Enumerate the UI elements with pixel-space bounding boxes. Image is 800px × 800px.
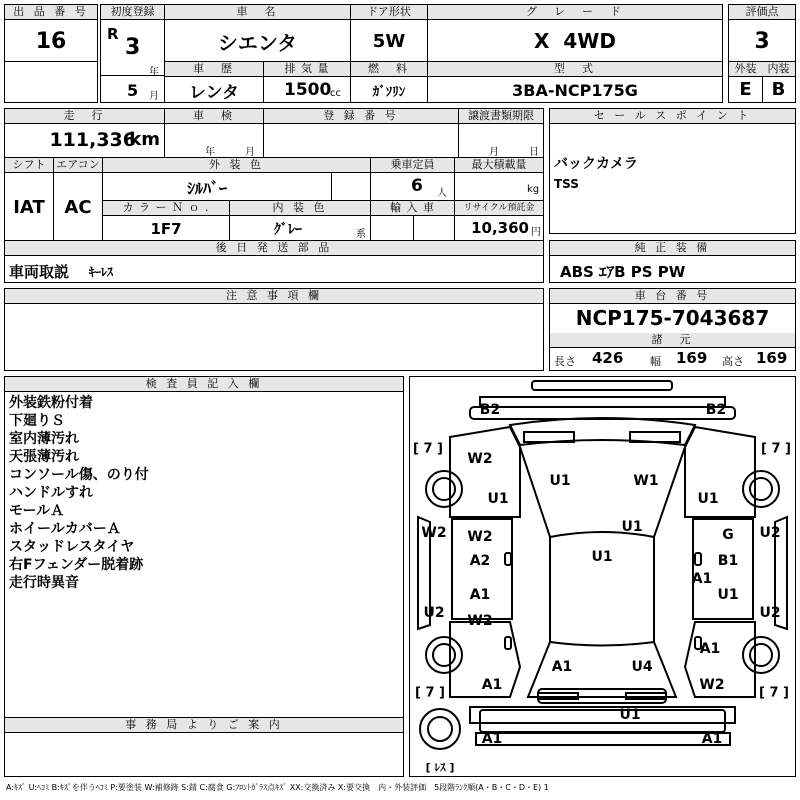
mileage: 111,336 xyxy=(49,129,136,151)
width-label: 幅 xyxy=(650,355,661,368)
color-box xyxy=(102,157,371,201)
damage-mark: U1 xyxy=(697,491,719,507)
equip-box xyxy=(549,240,796,283)
exterior-color: ｼﾙﾊﾞｰ xyxy=(187,179,228,198)
recycle-label: リサイクル預託金 xyxy=(455,201,543,216)
import-label: 輸 入 車 xyxy=(371,201,454,216)
model-box xyxy=(427,61,723,103)
damage-mark: U2 xyxy=(759,525,781,541)
chassis-box xyxy=(549,288,796,371)
inspector-note: コンソール傷、のり付 xyxy=(9,467,149,483)
aircon: AC xyxy=(64,196,92,218)
transfer-month-unit: 月 xyxy=(489,147,499,158)
transfer-day-unit: 日 xyxy=(529,147,539,158)
load-box xyxy=(454,157,544,201)
later-parts-label: 後 日 発 送 部 品 xyxy=(5,241,543,256)
int-label: 内装 xyxy=(762,62,795,77)
damage-mark: W2 xyxy=(699,677,725,693)
inspector-note: 走行時異音 xyxy=(9,575,79,591)
damage-mark: U1 xyxy=(717,587,739,603)
damage-mark: U1 xyxy=(549,473,571,489)
era: R xyxy=(107,25,119,43)
length-label: 長さ xyxy=(554,355,576,368)
inspector-note: モールＡ xyxy=(9,503,65,519)
recycle-unit: 円 xyxy=(531,227,541,238)
intcolor-box xyxy=(229,200,371,241)
divider xyxy=(101,75,164,76)
damage-mark: U1 xyxy=(591,549,613,565)
width: 169 xyxy=(676,349,708,367)
seats-unit: 人 xyxy=(437,188,447,199)
seats: 6 xyxy=(411,176,423,196)
colorno-box xyxy=(102,200,230,241)
caution-box xyxy=(4,288,544,371)
damage-mark: A1 xyxy=(701,731,723,747)
damage-mark: A1 xyxy=(481,731,503,747)
score: 3 xyxy=(754,28,770,54)
history: レンタ xyxy=(189,82,239,103)
ac-box xyxy=(53,157,103,241)
damage-mark: A1 xyxy=(551,659,573,675)
later-parts-box xyxy=(4,240,544,283)
office-label: 事 務 局 よ り ご 案 内 xyxy=(5,718,403,733)
lot-empty-box xyxy=(4,61,98,103)
damage-mark: W2 xyxy=(467,451,493,467)
ext-grade: E xyxy=(739,78,752,100)
lot-label: 出 品 番 号 xyxy=(5,5,97,20)
car-outline xyxy=(410,377,795,776)
seats-box xyxy=(370,157,455,201)
mileage-label: 走 行 xyxy=(5,109,164,124)
history-box xyxy=(164,61,264,103)
shift-box xyxy=(4,157,54,241)
inspector-note: 室内薄汚れ xyxy=(9,431,79,447)
cc-label: 排 気 量 xyxy=(264,62,350,77)
tyre-mark: [ 7 ] xyxy=(759,685,789,701)
grade-label: グ レ ー ド xyxy=(428,5,722,20)
mileage-box xyxy=(4,108,165,158)
damage-mark: U1 xyxy=(619,707,641,723)
damage-mark: A2 xyxy=(469,553,491,569)
transfer-label: 譲渡書類期限 xyxy=(459,109,543,124)
score-box xyxy=(728,4,796,62)
recycle-fee: 10,360 xyxy=(471,219,529,237)
inspection-box xyxy=(164,108,264,158)
damage-mark: W2 xyxy=(467,529,493,545)
model-label: 型 式 xyxy=(428,62,722,77)
registration-label: 初度登録 xyxy=(101,5,164,20)
grade-box xyxy=(427,4,723,62)
chassis-label: 車 台 番 号 xyxy=(550,289,795,304)
regno-box xyxy=(263,108,459,158)
tyre-mark: [ 7 ] xyxy=(413,441,443,457)
inspection-label: 車 検 xyxy=(165,109,263,124)
int-grade: B xyxy=(771,78,786,100)
car-name: シエンタ xyxy=(217,30,298,55)
history-label: 車 歴 xyxy=(165,62,263,77)
later-part-1: 車両取説 xyxy=(9,263,70,281)
damage-mark: W2 xyxy=(421,525,447,541)
inspector-label: 検 査 員 記 入 欄 xyxy=(5,377,403,392)
tyre-mark: [ 7 ] xyxy=(761,441,791,457)
inspector-note: 外装鉄粉付着 xyxy=(9,395,93,411)
reg-month: 5 xyxy=(127,81,139,100)
car-name-label: 車 名 xyxy=(165,5,350,20)
score-label: 評価点 xyxy=(729,5,795,20)
cc-box xyxy=(263,61,351,103)
intcolor-label: 内 装 色 xyxy=(230,201,370,216)
damage-mark: U2 xyxy=(423,605,445,621)
transfer-box xyxy=(458,108,544,158)
chassis-number: NCP175-7043687 xyxy=(575,306,770,330)
sales-label: セ ー ル ス ポ イ ン ト xyxy=(550,109,795,124)
equip-label: 純 正 装 備 xyxy=(550,241,795,256)
sales-box xyxy=(549,108,796,234)
interior-color: ｸﾞﾚｰ xyxy=(274,222,302,238)
reg-year: 3 xyxy=(125,35,141,60)
inspector-note: スタッドレスタイヤ xyxy=(9,539,135,555)
damage-mark: A1 xyxy=(691,571,713,587)
door-type: 5W xyxy=(372,30,406,52)
intcolor-unit: 系 xyxy=(356,229,366,240)
year-unit: 年 xyxy=(149,67,159,78)
damage-mark: A1 xyxy=(699,641,721,657)
grade: X 4WD xyxy=(534,29,616,53)
colorno-label: カ ラ ー Ｎ ｏ . xyxy=(103,201,229,216)
regno-label: 登 録 番 号 xyxy=(264,109,458,124)
length: 426 xyxy=(592,349,624,367)
car-diagram xyxy=(409,376,796,777)
ext-int-box xyxy=(728,61,796,103)
fuel-box xyxy=(350,61,428,103)
load-label: 最大積載量 xyxy=(455,158,543,173)
seats-label: 乗車定員 xyxy=(371,158,454,173)
damage-mark: U2 xyxy=(759,605,781,621)
shift-label: シフト xyxy=(5,158,53,173)
damage-mark: A1 xyxy=(469,587,491,603)
divider xyxy=(331,172,332,200)
fuel: ｶﾞｿﾘﾝ xyxy=(372,84,406,100)
load-unit: kg xyxy=(527,184,540,195)
recycle-box xyxy=(454,200,544,241)
door-box xyxy=(350,4,428,62)
inspector-note: 天張薄汚れ xyxy=(9,449,79,465)
inspection-year-unit: 年 xyxy=(205,147,215,158)
inspector-note: ハンドルすれ xyxy=(9,485,93,501)
caution-label: 注 意 事 項 欄 xyxy=(5,289,543,304)
height: 169 xyxy=(756,349,788,367)
cc-unit: cc xyxy=(330,88,341,99)
month-unit: 月 xyxy=(149,91,159,102)
shift: IAT xyxy=(13,196,45,218)
inspector-note: 右Fフェンダー脱着跡 xyxy=(9,557,144,573)
color-number: 1F7 xyxy=(150,219,182,238)
equipment: ABS ｴｱB PS PW xyxy=(560,263,686,281)
fuel-label: 燃 料 xyxy=(351,62,427,77)
damage-mark: B2 xyxy=(705,402,727,418)
color-label: 外 装 色 xyxy=(103,158,370,173)
registration-box xyxy=(100,4,165,103)
damage-mark: U4 xyxy=(631,659,653,675)
displacement: 1500 xyxy=(284,80,332,100)
inspector-note: ホイールカバーＡ xyxy=(9,521,121,537)
divider xyxy=(413,215,414,240)
later-part-2: ｷｰﾚｽ xyxy=(89,265,114,279)
dims-label: 諸 元 xyxy=(550,333,795,348)
height-label: 高さ xyxy=(722,355,744,368)
inspector-box xyxy=(4,376,404,718)
ac-label: エアコン xyxy=(54,158,102,173)
inspector-notes xyxy=(5,392,403,594)
lot-number: 16 xyxy=(35,28,67,54)
inspection-month-unit: 月 xyxy=(245,147,255,158)
tyre-mark: [ 7 ] xyxy=(415,685,445,701)
inspector-note: 下廻りＳ xyxy=(9,413,65,429)
damage-mark: A1 xyxy=(481,677,503,693)
office-box xyxy=(4,717,404,777)
lot-box xyxy=(4,4,98,62)
ext-label: 外装 xyxy=(729,62,762,77)
mileage-unit: km xyxy=(129,129,160,150)
damage-mark: U1 xyxy=(621,519,643,535)
damage-mark: W2 xyxy=(467,613,493,629)
sales-point-2: TSS xyxy=(554,177,579,191)
legend: A:ｷｽﾞ U:ﾍｺﾐ B:ｷｽﾞを伴うﾍｺﾐ P:要塗装 W:補修跡 S:錆 C:腐食 G:ﾌﾛﾝﾄｶﾞﾗｽ点ｷｽﾞ XX:交換済み X:要交換 内・外装評価 5段階ﾗﾝｸ順(A・B・C・D・E) 1 xyxy=(6,783,549,792)
model-code: 3BA-NCP175G xyxy=(512,80,638,100)
sales-point-1: バックカメラ xyxy=(554,156,638,172)
import-box xyxy=(370,200,455,241)
spare-tyre-mark: [ ﾚｽ ] xyxy=(425,761,455,774)
damage-mark: G xyxy=(722,527,734,543)
damage-mark: B1 xyxy=(717,553,739,569)
door-label: ドア形状 xyxy=(351,5,427,20)
damage-mark: W1 xyxy=(633,473,659,489)
damage-mark: B2 xyxy=(479,402,501,418)
damage-mark: U1 xyxy=(487,491,509,507)
car-name-box xyxy=(164,4,351,62)
